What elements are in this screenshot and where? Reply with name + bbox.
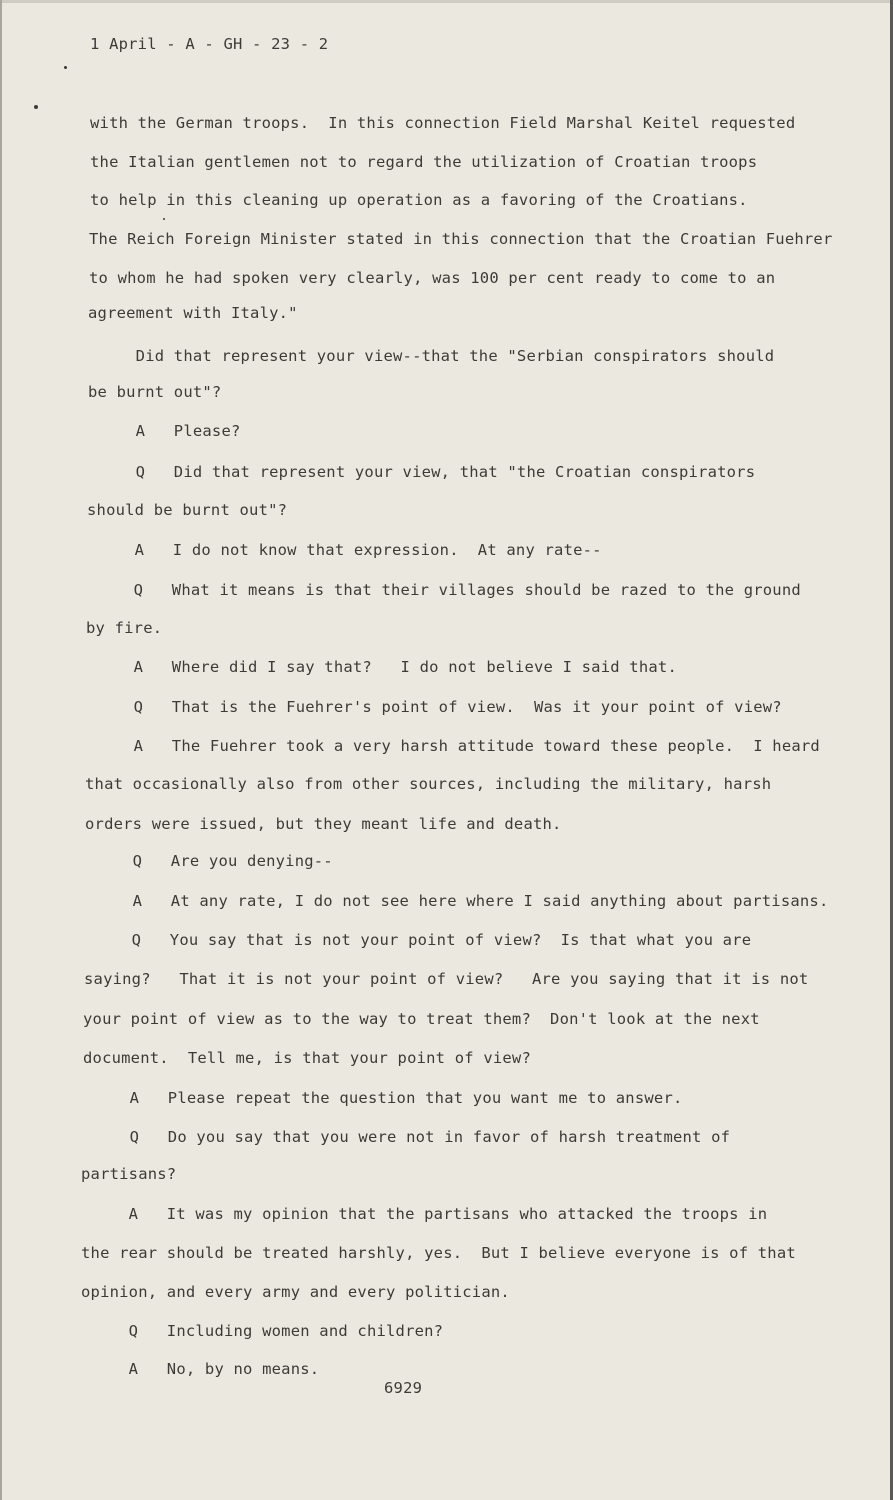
text-line: be burnt out"? [88, 383, 222, 401]
text-line: by fire. [86, 619, 163, 637]
page-left-edge [0, 0, 2, 1500]
page-number: 6929 [384, 1379, 423, 1397]
margin-speck [34, 105, 38, 109]
text-line: to help in this cleaning up operation as a favoring of the Croatians. [90, 191, 748, 209]
text-line: Q Did that represent your view, that "the Croatian conspirators [88, 463, 756, 481]
text-line: Q That is the Fuehrer's point of view. Was it your point of view? [86, 698, 782, 716]
text-line: A No, by no means. [81, 1360, 320, 1378]
text-line: Q Including women and children? [81, 1322, 444, 1340]
text-line: Q You say that is not your point of view? Is that what you are [84, 931, 752, 949]
text-line: saying? That it is not your point of view? Are you saying that it is not [84, 970, 809, 988]
text-line: A At any rate, I do not see here where I said anything about partisans. [85, 892, 829, 910]
text-line: Q Do you say that you were not in favor of harsh treatment of [82, 1128, 731, 1146]
margin-speck [163, 218, 165, 220]
text-line: with the German troops. In this connection Field Marshal Keitel requested [90, 114, 796, 132]
margin-speck [64, 66, 67, 69]
text-line: A Where did I say that? I do not believe I said that. [86, 658, 677, 676]
text-line: your point of view as to the way to treat them? Don't look at the next [83, 1010, 760, 1028]
text-line: agreement with Italy." [88, 304, 298, 322]
text-line: A It was my opinion that the partisans who attacked the troops in [81, 1205, 768, 1223]
text-line: opinion, and every army and every politician. [81, 1283, 510, 1301]
text-line: Did that represent your view--that the "Serbian conspirators should [88, 347, 775, 365]
text-line: document. Tell me, is that your point of view? [83, 1049, 531, 1067]
text-line: orders were issued, but they meant life and death. [85, 815, 562, 833]
text-line: the rear should be treated harshly, yes. But I believe everyone is of that [81, 1244, 796, 1262]
text-line: that occasionally also from other sources, including the military, harsh [85, 775, 772, 793]
text-line: A I do not know that expression. At any rate-- [87, 541, 602, 559]
text-line: Q Are you denying-- [85, 852, 333, 870]
text-line: A Please repeat the question that you want me to answer. [82, 1089, 683, 1107]
text-line: The Reich Foreign Minister stated in this connection that the Croatian Fuehrer [89, 230, 833, 248]
page-top-edge [0, 0, 893, 3]
text-line: A Please? [88, 422, 241, 440]
text-line: the Italian gentlemen not to regard the utilization of Croatian troops [90, 153, 758, 171]
text-line: Q What it means is that their villages should be razed to the ground [86, 581, 801, 599]
text-line: to whom he had spoken very clearly, was 100 per cent ready to come to an [89, 269, 776, 287]
text-line: partisans? [81, 1165, 177, 1183]
page-header: 1 April - A - GH - 23 - 2 [90, 35, 329, 53]
text-line: A The Fuehrer took a very harsh attitude toward these people. I heard [86, 737, 820, 755]
text-line: should be burnt out"? [87, 501, 288, 519]
